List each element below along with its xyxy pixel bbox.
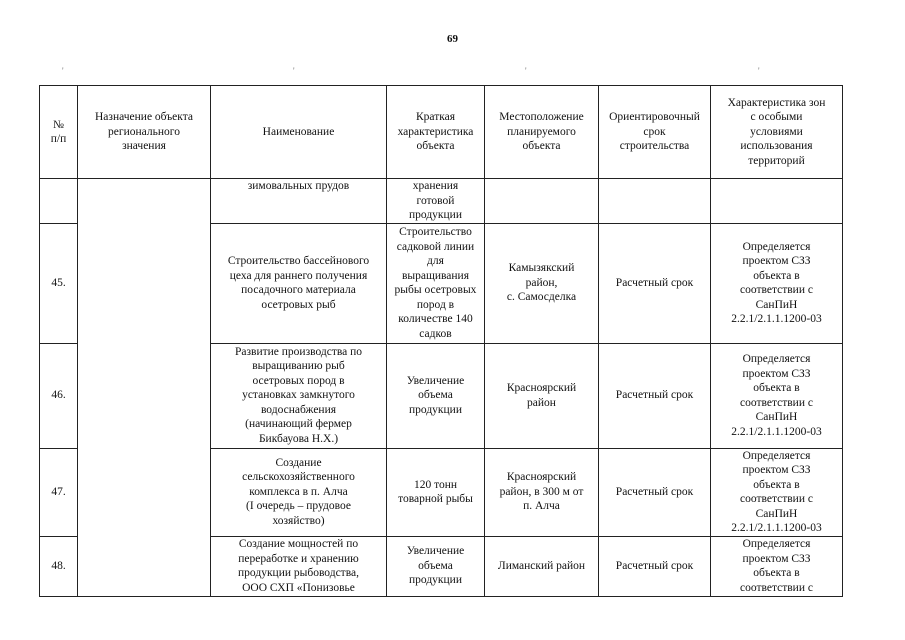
text-line: объекта в: [753, 382, 800, 394]
text-line: Строительство: [399, 226, 472, 238]
row-term: [599, 179, 711, 224]
text-line: 120 тонн: [413, 478, 458, 491]
row-zones: [711, 536, 843, 596]
row-num: 45.: [40, 223, 78, 343]
text-line: выращивания: [401, 269, 469, 282]
text-line: Создание мощностей по: [238, 538, 359, 550]
text-line: с особыми: [750, 111, 803, 124]
text-line: 2.2.1/2.1.1.1200-03: [731, 522, 822, 534]
text-line: с. Самосделка: [506, 291, 577, 304]
text-line: объекта: [416, 140, 455, 153]
text-line: товарной рыбы: [398, 493, 473, 505]
text-line: №: [53, 118, 64, 131]
text-line: Бикбауова Н.Х.): [258, 432, 339, 445]
text-line: планируемого: [507, 125, 576, 138]
objects-table: [39, 85, 843, 597]
text-line: условиями: [750, 125, 803, 138]
row-brief: [387, 343, 485, 448]
text-line: Развитие производства по: [234, 345, 363, 358]
text-line: продукции: [409, 574, 462, 587]
text-line: объекта в: [753, 567, 800, 579]
text-line: соответствии с: [740, 581, 813, 594]
text-line: регионального: [108, 125, 180, 138]
text-line: водоснабжения: [260, 403, 337, 416]
text-line: Создание: [275, 456, 322, 469]
text-line: СанПиН: [755, 507, 798, 520]
text-line: Увеличение: [406, 545, 465, 558]
text-line: ООО СХП «Понизовье: [242, 581, 355, 594]
text-line: Лиманский район: [497, 559, 586, 572]
text-line: Расчетный срок: [615, 485, 694, 498]
text-line: Наименование: [262, 125, 335, 138]
text-line: использования: [740, 140, 813, 153]
text-line: посадочного материала: [241, 284, 356, 296]
text-line: зимовальных прудов: [247, 180, 350, 192]
row-brief: [387, 536, 485, 596]
text-line: продукции: [409, 403, 462, 416]
text-line: Определяется: [742, 353, 811, 365]
text-line: объема: [418, 389, 453, 402]
row-brief: [387, 179, 485, 224]
table-row: [40, 179, 843, 224]
text-line: установках замкнутого: [242, 389, 355, 402]
text-line: характеристика: [397, 125, 474, 138]
text-line: соответствии с: [740, 493, 813, 505]
text-line: 2.2.1/2.1.1.1200-03: [731, 425, 822, 438]
text-line: соответствии с: [740, 396, 813, 409]
text-line: Строительство бассейнового: [227, 255, 370, 267]
header-num: [40, 86, 78, 179]
text-line: проектом СЗЗ: [742, 255, 811, 267]
row-name: [211, 536, 387, 596]
text-line: осетровых рыб: [261, 298, 336, 311]
row-zones: [711, 179, 843, 224]
text-line: 2.2.1/2.1.1.1200-03: [731, 313, 822, 325]
header-location: [485, 86, 599, 179]
text-line: объема: [418, 559, 453, 572]
text-line: район: [527, 396, 556, 409]
row-brief: [387, 223, 485, 343]
text-line: садков: [419, 327, 452, 340]
row-zones: [711, 343, 843, 448]
header-brief: [387, 86, 485, 179]
text-line: проектом СЗЗ: [742, 552, 811, 565]
text-line: п. Алча: [523, 500, 560, 513]
text-line: проектом СЗЗ: [742, 464, 811, 476]
text-line: Определяется: [742, 240, 811, 253]
text-line: Увеличение: [406, 374, 465, 387]
text-line: Расчетный срок: [615, 276, 694, 289]
scan-speck: ': [525, 66, 527, 76]
text-line: Краткая: [415, 111, 456, 124]
purpose-cell: [78, 179, 211, 597]
header-zones: [711, 86, 843, 179]
text-line: цеха для раннего получения: [229, 269, 368, 282]
row-brief: [387, 448, 485, 536]
text-line: значения: [122, 140, 166, 153]
text-line: Местоположение: [499, 111, 584, 124]
text-line: СанПиН: [755, 411, 798, 423]
text-line: садковой линии: [396, 240, 475, 253]
text-line: Камызякский: [508, 262, 575, 275]
text-line: (начинающий фермер: [245, 418, 352, 431]
text-line: (I очередь – прудовое: [246, 500, 351, 513]
text-line: строительства: [619, 140, 690, 153]
text-line: комплекса в п. Алча: [249, 485, 348, 498]
text-line: объекта в: [753, 269, 800, 282]
row-num: 46.: [40, 343, 78, 448]
row-name: [211, 223, 387, 343]
row-location: [485, 343, 599, 448]
text-line: Характеристика зон: [727, 96, 826, 109]
text-line: рыбы осетровых: [394, 284, 477, 296]
row-location: [485, 536, 599, 596]
text-line: сельскохозяйственного: [242, 471, 355, 484]
text-line: Определяется: [742, 449, 811, 462]
text-line: осетровых пород в: [252, 374, 345, 387]
text-line: продукции: [409, 209, 462, 221]
row-term: [599, 343, 711, 448]
row-name: [211, 343, 387, 448]
text-line: Красноярский: [506, 471, 577, 484]
text-line: количестве 140: [398, 313, 473, 325]
text-line: Определяется: [742, 538, 811, 550]
text-line: район,: [525, 276, 558, 289]
row-num: [40, 179, 78, 224]
text-line: СанПиН: [755, 298, 798, 311]
row-term: [599, 448, 711, 536]
scan-speck: ': [62, 66, 64, 76]
row-num: 48.: [40, 536, 78, 596]
text-line: район, в 300 м от: [499, 485, 584, 498]
row-zones: [711, 223, 843, 343]
text-line: срок: [643, 125, 666, 138]
row-zones: [711, 448, 843, 536]
text-line: пород в: [416, 298, 455, 311]
text-line: выращиванию рыб: [252, 360, 345, 373]
text-line: Назначение объекта: [95, 111, 193, 124]
text-line: Расчетный срок: [615, 559, 694, 572]
row-term: [599, 536, 711, 596]
scan-speck: ': [293, 66, 295, 76]
text-line: п/п: [50, 133, 67, 145]
text-line: для: [427, 255, 444, 267]
row-term: [599, 223, 711, 343]
text-line: территорий: [748, 154, 805, 167]
text-line: Ориентировочный: [609, 111, 700, 124]
scan-speck: ': [758, 66, 760, 76]
text-line: Красноярский: [506, 382, 577, 394]
header-name: [211, 86, 387, 179]
header-term: [599, 86, 711, 179]
text-line: хранения: [412, 180, 459, 192]
text-line: готовой: [416, 194, 455, 207]
text-line: продукции рыбоводства,: [238, 567, 359, 579]
row-location: [485, 448, 599, 536]
row-name: [211, 448, 387, 536]
row-num: 47.: [40, 448, 78, 536]
row-location: [485, 179, 599, 224]
text-line: переработке и хранению: [238, 552, 359, 565]
text-line: проектом СЗЗ: [742, 367, 811, 380]
row-location: [485, 223, 599, 343]
text-line: соответствии с: [740, 284, 813, 296]
row-name: [211, 179, 387, 224]
text-line: Расчетный срок: [615, 389, 694, 402]
text-line: объекта: [522, 140, 561, 153]
header-row: [40, 86, 843, 179]
text-line: хозяйство): [272, 514, 325, 527]
page-number: 69: [447, 33, 458, 45]
header-purpose: [78, 86, 211, 179]
text-line: объекта в: [753, 478, 800, 491]
